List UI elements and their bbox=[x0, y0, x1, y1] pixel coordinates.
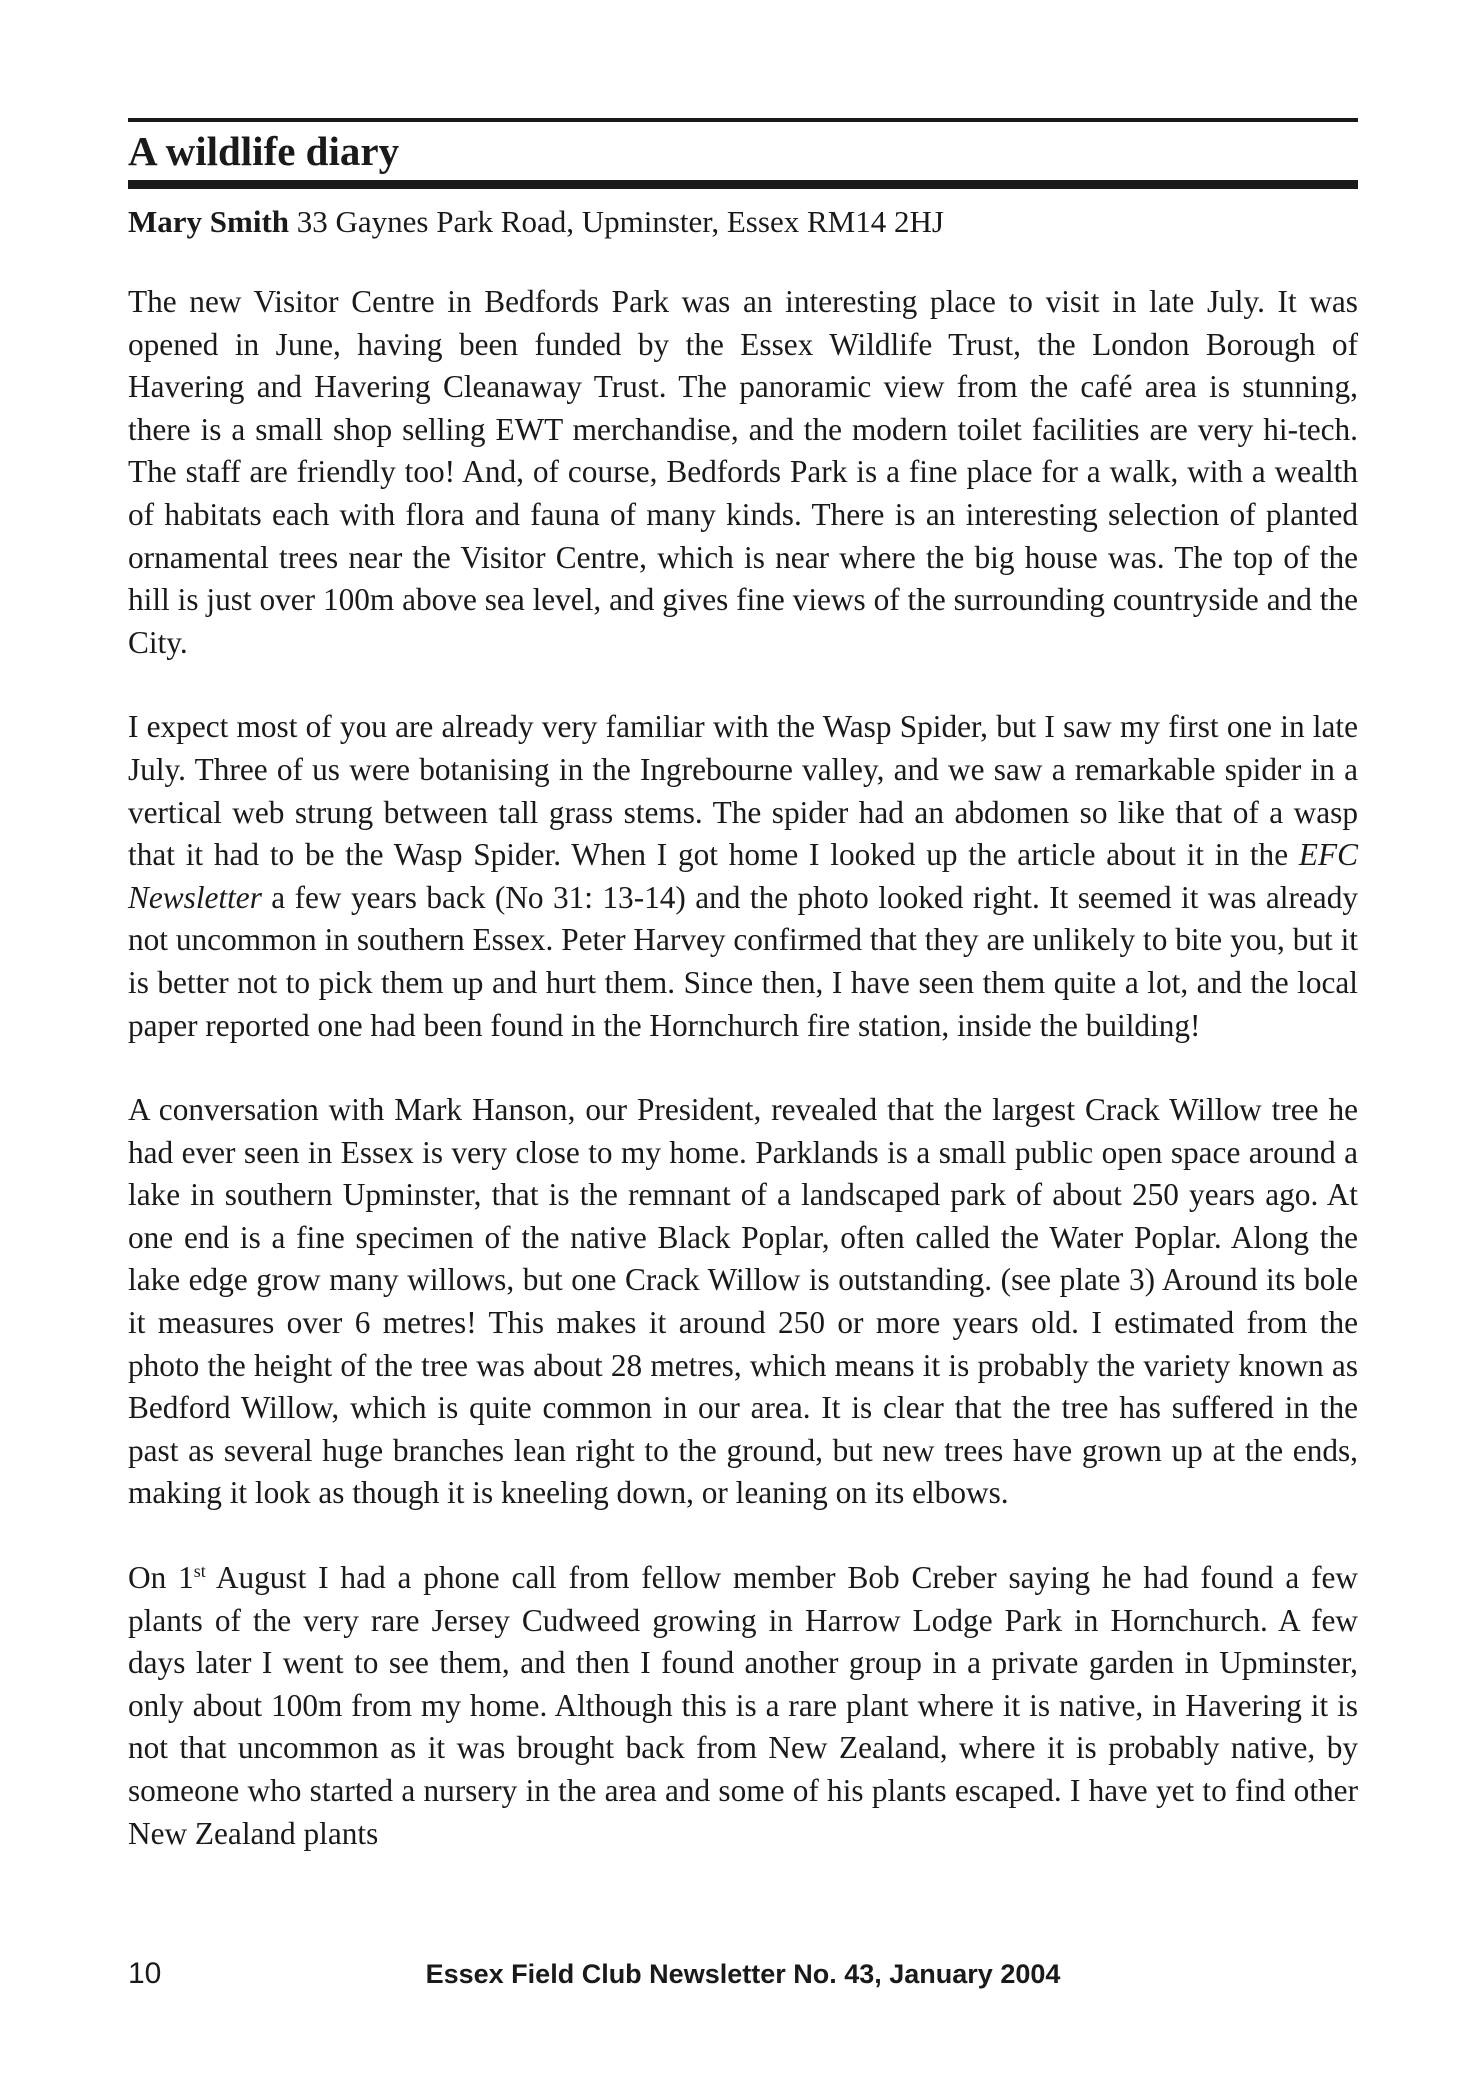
page-number: 10 bbox=[128, 1957, 162, 1990]
paragraph-wasp-spider bbox=[128, 706, 1358, 1047]
paragraph-text: August I had a phone call from fellow member Bob Creber saying he had found a few plants of the very rare Jersey Cudweed growing in Harrow Lodge Park in Hornchurch. A few days later I went to see them, and then I found another group in a private garden in Upminster, only about 100m from my home. Although this is a rare plant where it is native, in Havering it is not that uncommon as it was brought back from New Zealand, where it is probably native, by someone who started a nursery in the area and some of his plants escaped. I have yet to find other New Zealand plants bbox=[128, 1560, 1358, 1851]
byline bbox=[128, 201, 1358, 243]
article-title: A wildlife diary bbox=[128, 128, 400, 174]
title-rule-top bbox=[128, 118, 1358, 122]
author-address: 33 Gaynes Park Road, Upminster, Essex RM14 2HJ bbox=[289, 204, 944, 239]
publication-reference: EFC Newsletter bbox=[128, 837, 1358, 915]
article bbox=[128, 118, 1358, 1897]
paragraph-text: I expect most of you are already very familiar with the Wasp Spider, but I saw my first one in late July. Three of us were botanising in the Ingrebourne valley, and we saw a remarkable spider in a vertical web strung between tall grass stems. The spider had an abdomen so like that of a wasp that it had to be the Wasp Spider. When I got home I looked up the article about it in the bbox=[128, 709, 1358, 873]
paragraph-text: On 1 bbox=[128, 1560, 194, 1596]
paragraph-jersey-cudweed bbox=[128, 1557, 1358, 1855]
title-rule-bottom bbox=[128, 180, 1358, 189]
author-name: Mary Smith bbox=[128, 204, 290, 239]
paragraph-crack-willow: A conversation with Mark Hanson, our President, revealed that the largest Crack Willow tree he had ever seen in Essex is very close to my home. Parklands is a small public open space around a lake in southern Upminster, that is the remnant of a landscaped park of about 250 years ago. At one end is a fine specimen of the native Black Poplar, often called the Water Poplar. Along the lake edge grow many willows, but one Crack Willow is outstanding. (see plate 3) Around its bole it measures over 6 metres! This makes it around 250 or more years old. I estimated from the photo the height of the tree was about 28 metres, which means it is probably the variety known as Bedford Willow, which is quite common in our area. It is clear that the tree has suffered in the past as several huge branches lean right to the ground, but new trees have grown up at the ends, making it look as though it is kneeling down, or leaning on its elbows. bbox=[128, 1092, 1358, 1511]
paragraph-visitor-centre: The new Visitor Centre in Bedfords Park was an interesting place to visit in late July. It was opened in June, having been funded by the Essex Wildlife Trust, the London Borough of Havering and Havering Cleanaway Trust. The panoramic view from the café area is stunning, there is a small shop selling EWT merchandise, and the modern toilet facilities are very hi-tech. The staff are friendly too! And, of course, Bedfords Park is a fine place for a walk, with a wealth of habitats each with flora and fauna of many kinds. There is an interesting selection of planted ornamental trees near the Visitor Centre, which is near where the big house was. The top of the hill is just over 100m above sea level, and gives fine views of the surrounding countryside and the City. bbox=[128, 284, 1358, 660]
page-footer bbox=[128, 1954, 1358, 1994]
paragraph-text: a few years back (No 31: 13-14) and the photo looked right. It seemed it was already not uncommon in southern Essex. Peter Harvey confirmed that they are unlikely to bite you, but it is better not to pick them up and hurt them. Since then, I have seen them quite a lot, and the local paper reported one had been found in the Hornchurch fire station, inside the building! bbox=[128, 879, 1358, 1043]
article-body bbox=[128, 281, 1358, 1855]
publication-title: Essex Field Club Newsletter No. 43, January 2004 bbox=[425, 1959, 1061, 1989]
ordinal-suffix: st bbox=[193, 1561, 206, 1582]
